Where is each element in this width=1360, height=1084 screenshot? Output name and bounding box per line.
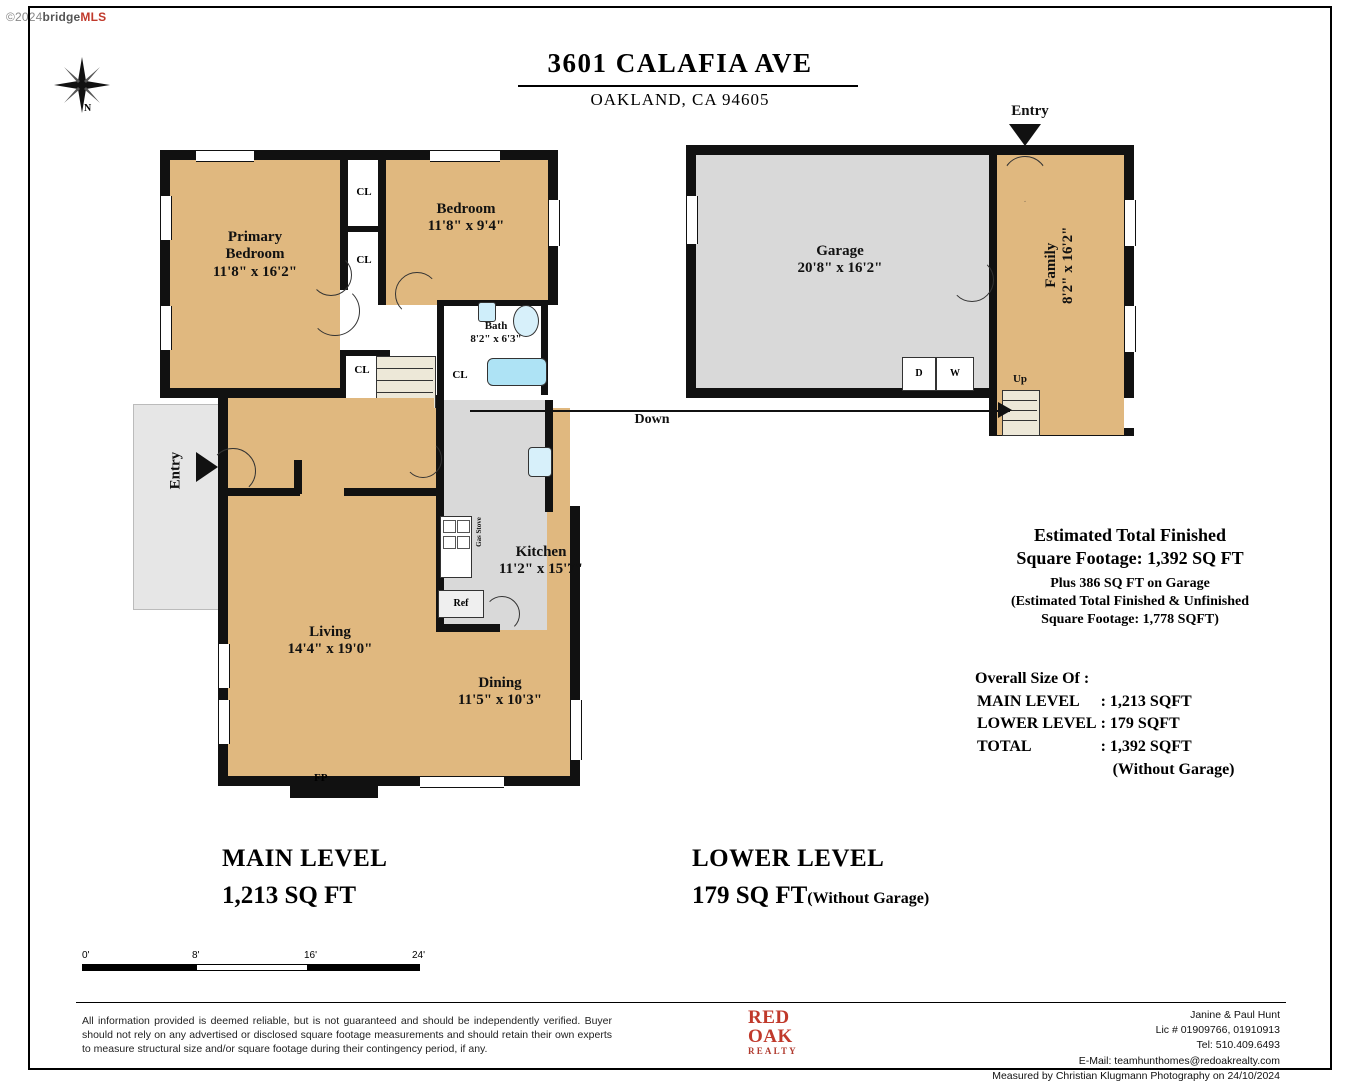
scale-segment: [308, 964, 420, 971]
stair-tread: [377, 368, 433, 369]
main-level-sqft: 1,213 SQ FT: [222, 882, 357, 909]
footer-disclaimer: All information provided is deemed reliable, but is not guaranteed and should be independently verified. Buyer should not rely on any advertised or disclosed square footage measurements and should retain their own experts to measure structural size and/or square footage during their contingency period, if any.: [82, 1015, 612, 1056]
window-primary-left-1: [160, 196, 172, 240]
summary-line-5: Square Footage: 1,778 SQFT): [1041, 612, 1219, 628]
scale-tick-16: 16': [304, 950, 318, 961]
label-living: Living 14'4" x 19'0": [287, 624, 373, 658]
stair-tread: [1003, 400, 1037, 401]
entry-arrow-main: [196, 452, 218, 482]
closet-label-2: CL: [356, 254, 372, 266]
refrigerator: Ref: [438, 590, 484, 618]
window-bedroom2-right: [548, 200, 560, 246]
label-dining: Dining 11'5" x 10'3": [457, 675, 543, 709]
closet-label-1: CL: [356, 186, 372, 198]
wall-lower-outer: [686, 145, 1134, 155]
kitchen-sink-icon: [528, 447, 552, 477]
window-primary-left-2: [160, 306, 172, 350]
label-garage: Garage 20'8" x 16'2": [797, 243, 883, 277]
label-gas-stove: Gas Stove: [474, 517, 483, 547]
stove-burner: [457, 536, 470, 549]
washer: W: [936, 357, 974, 391]
red-oak-realty-logo: [748, 1008, 844, 1056]
wall-hall-bottom: [228, 488, 300, 496]
stair-tread: [377, 380, 433, 381]
label-kitchen: Kitchen 11'2" x 15'7": [498, 544, 584, 578]
label-down-connector: Down: [622, 412, 682, 428]
overall-note: (Without Garage): [1112, 760, 1235, 778]
scale-segment: [82, 964, 196, 971]
closet-label-3: CL: [354, 364, 370, 376]
summary-line-4: (Estimated Total Finished & Unfinished: [1010, 593, 1250, 609]
overall-row: [975, 691, 1237, 714]
title-underline: [518, 85, 858, 87]
lower-level-caption: LOWER LEVEL: [692, 845, 885, 872]
closet-label-4: CL: [452, 369, 468, 381]
compass-north-label: N: [84, 103, 92, 114]
scale-segment: [196, 964, 308, 971]
window-dining-bottom: [420, 776, 504, 788]
overall-value-lower: : 179 SQFT: [1100, 715, 1180, 733]
window-family-right-2: [1124, 306, 1136, 352]
scale-tick-24: 24': [412, 950, 426, 961]
page-title: 3601 CALAFIA AVE: [547, 48, 813, 78]
summary-block: [930, 524, 1330, 629]
wall-kitchen-bottom: [436, 624, 500, 632]
overall-row: [975, 759, 1237, 782]
label-lower-entry: Entry: [1011, 103, 1049, 119]
stove-burner: [443, 536, 456, 549]
agent-email: E-Mail: teamhunthomes@redoakrealty.com: [1078, 1054, 1280, 1067]
agent-lic: Lic # 01909766, 01910913: [1155, 1024, 1280, 1037]
window-family-right-1: [1124, 200, 1136, 246]
window-bedroom2-top: [430, 150, 500, 162]
wall-family-left: [989, 155, 997, 435]
down-arrow-head: [998, 402, 1012, 418]
footer-divider: [76, 1002, 1286, 1003]
agent-measured-by: Measured by Christian Klugmann Photography on 24/10/2024: [992, 1069, 1280, 1082]
main-level-caption: MAIN LEVEL: [222, 845, 388, 872]
summary-line-2: Square Footage: 1,392 SQ FT: [1016, 548, 1244, 569]
wall-closet-top-2: [378, 160, 386, 305]
window-garage-left: [686, 196, 698, 244]
fireplace-hearth: [290, 784, 378, 798]
scale-tick-0: 0': [82, 950, 90, 961]
watermark-brand: bridge: [42, 10, 81, 24]
summary-line-3: Plus 386 SQ FT on Garage: [1050, 575, 1210, 591]
overall-table: [975, 691, 1237, 782]
scale-tick-8: 8': [192, 950, 200, 961]
window-living-left-2: [218, 700, 230, 744]
label-bath: Bath 8'2" x 6'3": [470, 320, 522, 345]
stair-tread: [377, 392, 433, 393]
overall-size-block: [975, 668, 1237, 782]
wall-living-bottom: [218, 776, 580, 786]
overall-row: [975, 736, 1237, 759]
wall-upper-left-outer: [160, 150, 170, 398]
label-main-entry: Entry: [167, 451, 184, 490]
lower-level-note: (Without Garage): [807, 890, 930, 907]
watermark-year: ©2024: [6, 10, 43, 24]
overall-value-main: : 1,213 SQFT: [1100, 692, 1192, 710]
stove-burner: [443, 520, 456, 533]
overall-heading: Overall Size Of :: [975, 670, 1090, 687]
dryer: D: [902, 357, 936, 391]
compass-icon: [52, 55, 112, 125]
toilet-icon: [478, 302, 496, 322]
down-connector-line: [470, 410, 1010, 412]
logo-line-1: RED: [748, 1007, 790, 1028]
label-fireplace: FP: [314, 772, 328, 784]
entry-arrow-lower: [1009, 124, 1041, 146]
lower-level-sqft: 179 SQ FT(Without Garage): [692, 882, 930, 909]
wall-hall-vert: [294, 460, 302, 494]
overall-label-main: MAIN LEVEL: [977, 692, 1080, 710]
wall-hall-bottom-2: [344, 488, 436, 496]
room-hall-front: [228, 398, 434, 494]
bathtub-icon: [487, 358, 547, 386]
overall-value-total: : 1,392 SQFT: [1100, 738, 1192, 756]
label-bedroom-2: Bedroom 11'8" x 9'4": [427, 201, 505, 235]
watermark-mls: MLS: [80, 10, 107, 24]
overall-row: [975, 713, 1237, 736]
overall-label-total: TOTAL: [977, 738, 1032, 756]
window-living-left-1: [218, 644, 230, 688]
label-primary-bedroom: Primary Bedroom 11'8" x 16'2": [212, 229, 298, 280]
wall-lower-left: [686, 145, 696, 398]
agent-names: Janine & Paul Hunt: [1190, 1009, 1280, 1021]
wall-closet-divider: [340, 226, 386, 232]
page-subtitle: OAKLAND, CA 94605: [590, 90, 770, 109]
label-family: Family 8'2" x 16'2": [1042, 226, 1076, 304]
logo-line-2: OAK: [748, 1026, 793, 1048]
wall-bed-bottom: [160, 388, 340, 398]
scale-bar: [82, 950, 432, 976]
wall-lower-right: [1124, 145, 1134, 398]
stair-tread: [1003, 420, 1037, 421]
agent-tel: Tel: 510.409.6493: [1196, 1039, 1280, 1052]
summary-line-1: Estimated Total Finished: [1033, 525, 1227, 545]
stove-burner: [457, 520, 470, 533]
label-lower-up: Up: [1012, 373, 1028, 385]
logo-line-3: REALTY: [748, 1045, 798, 1056]
window-primary-top: [196, 150, 254, 162]
overall-label-lower: LOWER LEVEL: [977, 715, 1097, 733]
agent-info: [960, 1008, 1280, 1084]
